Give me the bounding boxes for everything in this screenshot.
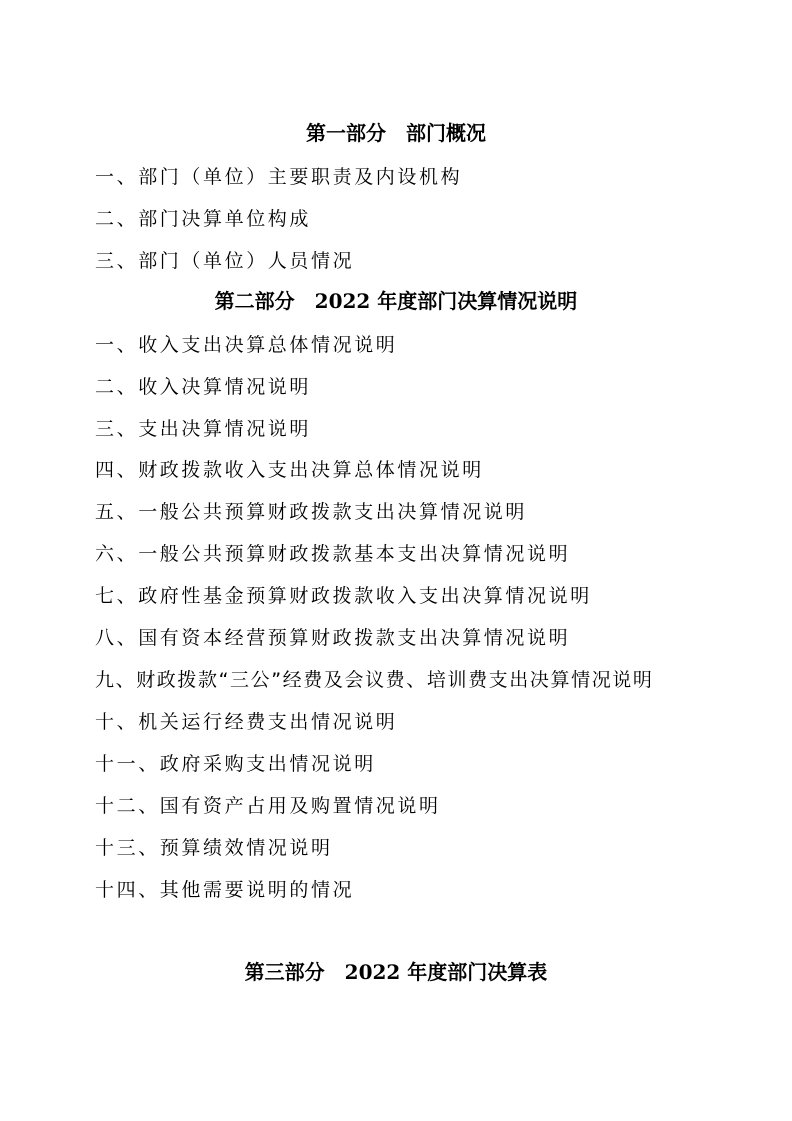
- toc-item: 四、财政拨款收入支出决算总体情况说明: [95, 459, 484, 481]
- toc-item: 十三、预算绩效情况说明: [95, 837, 333, 859]
- toc-item: 十、机关运行经费支出情况说明: [95, 711, 398, 733]
- part1-heading: 第一部分 部门概况: [306, 121, 486, 145]
- toc-item: 三、支出决算情况说明: [95, 418, 312, 440]
- part2-heading: 第二部分 2022 年度部门决算情况说明: [214, 289, 578, 313]
- toc-item: 二、部门决算单位构成: [95, 208, 312, 230]
- toc-item: 二、收入决算情况说明: [95, 376, 312, 398]
- toc-item: 七、政府性基金预算财政拨款收入支出决算情况说明: [95, 585, 592, 607]
- part3-heading: 第三部分 2022 年度部门决算表: [244, 960, 548, 984]
- toc-item: 十二、国有资产占用及购置情况说明: [95, 795, 441, 817]
- toc-item: 五、一般公共预算财政拨款支出决算情况说明: [95, 501, 528, 523]
- toc-item: 十四、其他需要说明的情况: [95, 879, 355, 901]
- toc-item: 九、财政拨款“三公”经费及会议费、培训费支出决算情况说明: [95, 669, 654, 691]
- toc-item: 三、部门（单位）人员情况: [95, 250, 355, 272]
- toc-item: 一、部门（单位）主要职责及内设机构: [95, 166, 463, 188]
- toc-item: 六、一般公共预算财政拨款基本支出决算情况说明: [95, 543, 571, 565]
- toc-item: 八、国有资本经营预算财政拨款支出决算情况说明: [95, 627, 571, 649]
- toc-item: 一、收入支出决算总体情况说明: [95, 334, 398, 356]
- toc-item: 十一、政府采购支出情况说明: [95, 753, 376, 775]
